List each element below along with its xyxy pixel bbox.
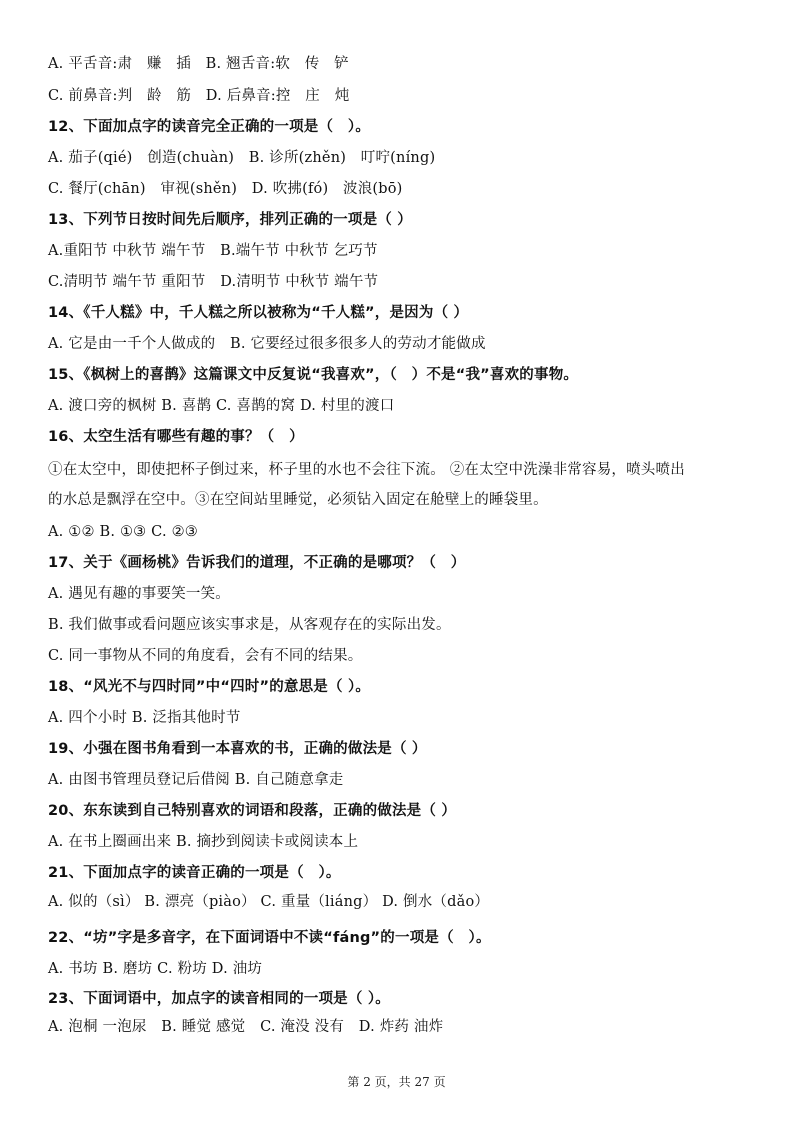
option-line: A. 平舌音:肃 赚 插 B. 翘舌音:软 传 铲 bbox=[48, 56, 349, 72]
question-13: 13、下列节日按时间先后顺序，排列正确的一项是（ ） bbox=[48, 212, 412, 228]
passage-line: 的水总是飘浮在空中。③在空间站里睡觉，必须钻入固定在舱壁上的睡袋里。 bbox=[48, 492, 548, 508]
option-line: B. 我们做事或看问题应该实事求是，从客观存在的实际出发。 bbox=[48, 617, 451, 633]
question-19: 19、小强在图书角看到一本喜欢的书，正确的做法是（ ） bbox=[48, 741, 427, 757]
question-22: 22、“坊”字是多音字，在下面词语中不读“fáng”的一项是（ ）。 bbox=[48, 930, 491, 946]
question-23: 23、下面词语中，加点字的读音相同的一项是（ ）。 bbox=[48, 991, 390, 1007]
option-line: C. 餐厅(chān) 审视(shěn) D. 吹拂(fó) 波浪(bō) bbox=[48, 181, 403, 197]
question-17: 17、关于《画杨桃》告诉我们的道理，不正确的是哪项？（ ） bbox=[48, 555, 466, 571]
option-line: A. 泡桐 一泡尿 B. 睡觉 感觉 C. 淹没 没有 D. 炸药 油炸 bbox=[48, 1019, 444, 1035]
question-20: 20、东东读到自己特别喜欢的词语和段落，正确的做法是（ ） bbox=[48, 803, 457, 819]
passage-line: ①在太空中，即使把杯子倒过来，杯子里的水也不会往下流。 ②在太空中洗澡非常容易，喷头喷出 bbox=[48, 462, 685, 478]
question-18: 18、“风光不与四时同”中“四时”的意思是（ ）。 bbox=[48, 679, 371, 695]
option-line: C. 同一事物从不同的角度看，会有不同的结果。 bbox=[48, 648, 363, 664]
question-12: 12、下面加点字的读音完全正确的一项是（ ）。 bbox=[48, 119, 371, 135]
option-line: C.清明节 端午节 重阳节 D.清明节 中秋节 端午节 bbox=[48, 274, 379, 290]
option-line: A. 在书上圈画出来 B. 摘抄到阅读卡或阅读本上 bbox=[48, 834, 359, 850]
option-line: A. 由图书管理员登记后借阅 B. 自己随意拿走 bbox=[48, 772, 344, 788]
option-line: A. 它是由一千个人做成的 B. 它要经过很多很多人的劳动才能做成 bbox=[48, 336, 486, 352]
option-line: A. 渡口旁的枫树 B. 喜鹊 C. 喜鹊的窝 D. 村里的渡口 bbox=[48, 398, 395, 414]
option-line: A. ①② B. ①③ C. ②③ bbox=[48, 524, 198, 540]
option-line: A.重阳节 中秋节 端午节 B.端午节 中秋节 乞巧节 bbox=[48, 243, 378, 259]
option-line: C. 前鼻音:判 龄 筋 D. 后鼻音:控 庄 炖 bbox=[48, 88, 350, 104]
option-line: A. 四个小时 B. 泛指其他时节 bbox=[48, 710, 241, 726]
option-line: A. 似的（sì） B. 漂亮（piào） C. 重量（liáng） D. 倒水（dǎo） bbox=[48, 894, 490, 910]
question-15: 15、《枫树上的喜鹊》这篇课文中反复说“我喜欢”，（ ）不是“我”喜欢的事物。 bbox=[48, 367, 579, 383]
option-line: A. 茄子(qié) 创造(chuàn) B. 诊所(zhěn) 叮咛(níng) bbox=[48, 150, 436, 166]
option-line: A. 遇见有趣的事要笑一笑。 bbox=[48, 586, 230, 602]
question-16: 16、太空生活有哪些有趣的事？（ ） bbox=[48, 429, 304, 445]
page-footer: 第 2 页，共 27 页 bbox=[347, 1075, 446, 1089]
option-line: A. 书坊 B. 磨坊 C. 粉坊 D. 油坊 bbox=[48, 961, 263, 977]
question-14: 14、《千人糕》中，千人糕之所以被称为“千人糕”，是因为（ ） bbox=[48, 305, 469, 321]
question-21: 21、下面加点字的读音正确的一项是（ ）。 bbox=[48, 865, 341, 881]
